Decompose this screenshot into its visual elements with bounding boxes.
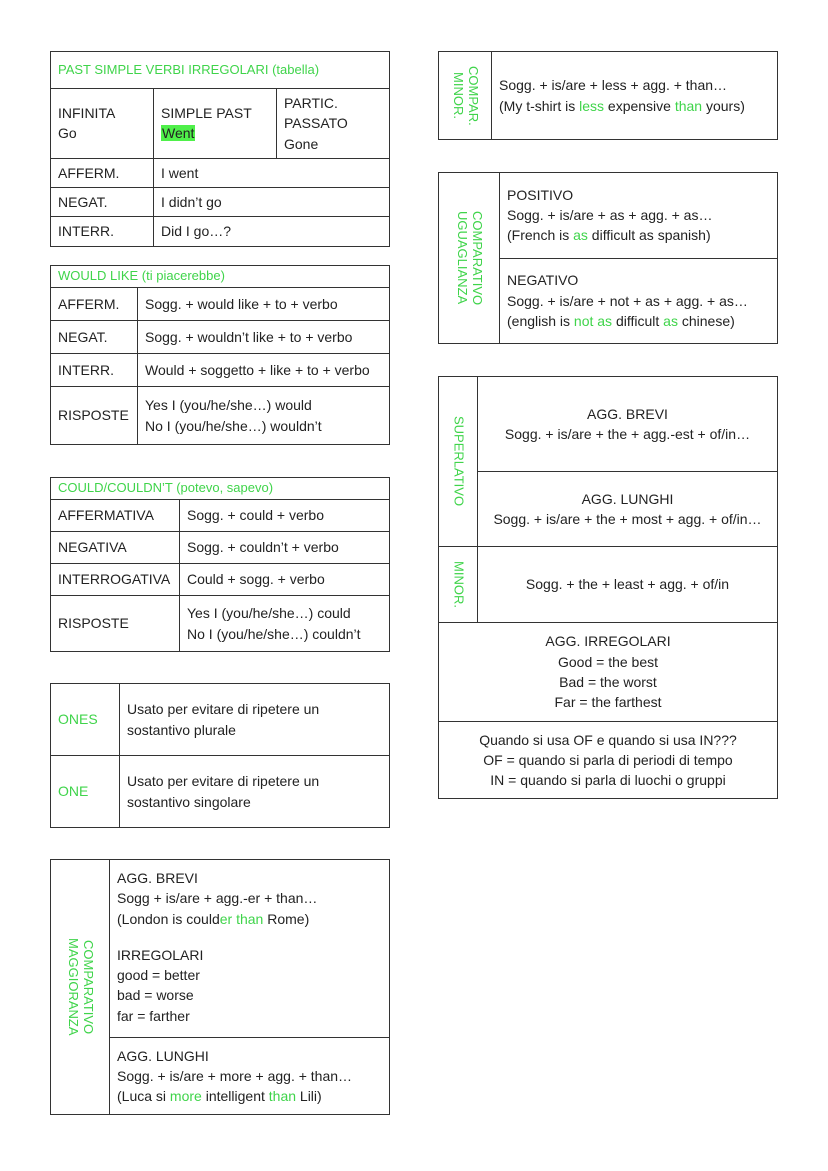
- example-text: (London is could: [117, 910, 220, 927]
- table-row: [51, 387, 390, 445]
- risposte-no: No I (you/he/she…) wouldn’t: [145, 417, 322, 434]
- example-text: yours): [702, 97, 745, 114]
- row-value: Sogg. + wouldn’t like + to + verbo: [138, 321, 390, 354]
- infinita-cell: [51, 89, 154, 159]
- lunghi-formula: Sogg. + is/are + more + agg. + than…: [117, 1067, 353, 1084]
- row-label: AFFERM.: [51, 288, 138, 321]
- simple-past-cell: [154, 89, 277, 159]
- could-table: [50, 477, 390, 652]
- example-text: difficult: [612, 312, 664, 329]
- lunghi-title: AGG. LUNGHI: [581, 490, 674, 507]
- ones-text: Usato per evitare di ripetere un sostantivo plurale: [120, 684, 390, 756]
- note-line: Quando si usa OF e quando si usa IN???: [479, 731, 737, 748]
- participio-value: Gone: [284, 135, 319, 152]
- table-row: [51, 217, 390, 246]
- irregolari-item: Good = the best: [557, 653, 659, 670]
- negativo-title: NEGATIVO: [507, 272, 579, 289]
- brevi-formula: Sogg. + is/are + the + agg.-est + of/in…: [504, 426, 751, 442]
- row-label: AFFERM.: [51, 158, 154, 187]
- brevi-title: AGG. BREVI: [587, 405, 668, 422]
- brevi-example: [117, 909, 382, 929]
- row-label: NEGATIVA: [51, 531, 180, 563]
- minoranza-table: [438, 51, 778, 140]
- past-simple-table: [50, 51, 390, 240]
- minoranza-example: [499, 96, 770, 116]
- example-text: expensive: [604, 97, 675, 114]
- example-text: intelligent: [201, 1088, 269, 1105]
- maggioranza-side-label: [51, 860, 110, 1115]
- side-label-line: COMPARATIVO: [80, 939, 96, 1035]
- one-text: Usato per evitare di ripetere un sostantivo singolare: [120, 756, 390, 828]
- risposte-yes: Yes I (you/he/she…) could: [187, 605, 351, 622]
- example-text: (French is: [507, 227, 574, 244]
- example-highlight: more: [169, 1088, 202, 1105]
- example-text: Rome): [263, 910, 310, 927]
- irregolari-title: AGG. IRREGOLARI: [545, 633, 671, 650]
- example-highlight: as: [573, 227, 588, 244]
- row-value: I didn’t go: [154, 188, 390, 217]
- infinita-label: INFINITA: [58, 105, 116, 122]
- irregolari-title: IRREGOLARI: [117, 946, 204, 963]
- one-label: ONE: [51, 756, 120, 828]
- row-value: Could + sogg. + verbo: [180, 563, 390, 595]
- example-text: (english is: [507, 312, 574, 329]
- irregolari-item: Bad = the worst: [559, 674, 657, 690]
- example-text: Lili): [296, 1088, 322, 1105]
- risposte-label: RISPOSTE: [51, 387, 138, 445]
- could-title: COULD/COULDN’T (potevo, sapevo): [51, 478, 390, 500]
- table-row: [51, 596, 390, 652]
- lunghi-formula: Sogg. + is/are + the + most + agg. + of/in…: [493, 511, 762, 527]
- risposte-value: [138, 387, 390, 445]
- ones-table: [50, 683, 390, 828]
- table-row: [51, 499, 390, 531]
- example-highlight: less: [579, 97, 605, 114]
- risposte-label: RISPOSTE: [51, 596, 180, 652]
- would-like-table: [50, 265, 390, 445]
- example-text: difficult as spanish): [587, 227, 711, 244]
- side-label-line: MAGGIORANZA: [66, 938, 81, 1036]
- positivo-title: POSITIVO: [507, 186, 574, 203]
- row-value: Did I go…?: [154, 217, 390, 246]
- example-highlight: not as: [573, 312, 613, 329]
- risposte-value: [180, 596, 390, 652]
- example-highlight: than: [674, 97, 703, 114]
- row-label: INTERR.: [51, 217, 154, 246]
- risposte-no: No I (you/he/she…) couldn’t: [187, 625, 361, 642]
- participio-label: PARTIC. PASSATO: [284, 95, 348, 132]
- superlativo-brevi: [478, 377, 778, 472]
- infinita-value: Go: [58, 125, 77, 142]
- uguaglianza-negativo: [500, 258, 778, 344]
- minoranza-formula: Sogg. + is/are + less + agg. + than…: [499, 77, 728, 94]
- example-highlight: er than: [219, 910, 264, 927]
- row-value: Would + soggetto + like + to + verbo: [138, 354, 390, 387]
- row-label: INTERROGATIVA: [51, 563, 180, 595]
- positivo-formula: Sogg. + is/are + as + agg. + as…: [507, 207, 713, 224]
- past-simple-title: PAST SIMPLE VERBI IRREGOLARI (tabella): [51, 52, 390, 89]
- participio-cell: [277, 89, 390, 159]
- row-label: AFFERMATIVA: [51, 499, 180, 531]
- row-value: Sogg. + could + verbo: [180, 499, 390, 531]
- uguaglianza-positivo: [500, 173, 778, 259]
- row-value: I went: [154, 158, 390, 187]
- uguaglianza-table: [438, 172, 778, 344]
- irregolari-item: Far = the farthest: [554, 694, 662, 711]
- maggioranza-table: [50, 859, 390, 1115]
- note-line: IN = quando si parla di luochi o gruppi: [490, 772, 726, 789]
- ones-label: ONES: [51, 684, 120, 756]
- superlativo-minor-formula: Sogg. + the + least + agg. + of/in: [478, 547, 778, 623]
- would-like-title: WOULD LIKE (ti piacerebbe): [51, 266, 390, 288]
- row-label: NEGAT.: [51, 188, 154, 217]
- irregolari-item: bad = worse: [117, 987, 194, 1004]
- side-label-line: COMPARATIVO: [469, 210, 485, 306]
- example-text: chinese): [677, 312, 735, 329]
- table-row: [51, 158, 390, 187]
- of-in-note: [439, 722, 778, 799]
- irregolari-item: far = farther: [117, 1007, 190, 1024]
- lunghi-example: [117, 1086, 382, 1106]
- maggioranza-lunghi: [110, 1038, 390, 1115]
- simple-past-value: Went: [162, 125, 195, 142]
- example-text: (Luca si: [117, 1088, 170, 1105]
- maggioranza-brevi: [110, 860, 390, 1038]
- table-row: [51, 288, 390, 321]
- row-value: Sogg. + would like + to + verbo: [138, 288, 390, 321]
- simple-past-label: SIMPLE PAST: [161, 105, 252, 122]
- minoranza-content: [492, 52, 778, 140]
- side-label-line: UGUAGLIANZA: [455, 211, 470, 305]
- table-row: [51, 354, 390, 387]
- risposte-yes: Yes I (you/he/she…) would: [145, 397, 312, 414]
- table-row: [51, 321, 390, 354]
- side-label-line: MINOR.: [451, 72, 466, 119]
- example-highlight: than: [268, 1088, 297, 1105]
- superlativo-table: [438, 376, 778, 799]
- superlativo-irregolari: [439, 623, 778, 722]
- superlativo-minor-label: MINOR.: [439, 547, 478, 623]
- brevi-formula: Sogg + is/are + agg.-er + than…: [117, 890, 318, 907]
- superlativo-side-label: SUPERLATIVO: [439, 377, 478, 547]
- example-highlight: as: [663, 312, 678, 329]
- side-label-line: COMPAR.: [465, 65, 481, 126]
- row-value: Sogg. + couldn’t + verbo: [180, 531, 390, 563]
- uguaglianza-side-label: [439, 173, 500, 344]
- positivo-example: [507, 225, 770, 245]
- irregolari-item: good = better: [117, 967, 200, 984]
- negativo-formula: Sogg. + is/are + not + as + agg. + as…: [507, 292, 748, 309]
- negativo-example: [507, 311, 770, 331]
- minoranza-side-label: [439, 52, 492, 140]
- table-row: [51, 188, 390, 217]
- brevi-title: AGG. BREVI: [117, 870, 198, 886]
- table-row: [51, 531, 390, 563]
- lunghi-title: AGG. LUNGHI: [117, 1047, 209, 1064]
- superlativo-lunghi: [478, 472, 778, 547]
- row-label: INTERR.: [51, 354, 138, 387]
- example-text: (My t-shirt is: [499, 97, 580, 114]
- table-row: [51, 563, 390, 595]
- note-line: OF = quando si parla di periodi di tempo: [483, 751, 733, 768]
- row-label: NEGAT.: [51, 321, 138, 354]
